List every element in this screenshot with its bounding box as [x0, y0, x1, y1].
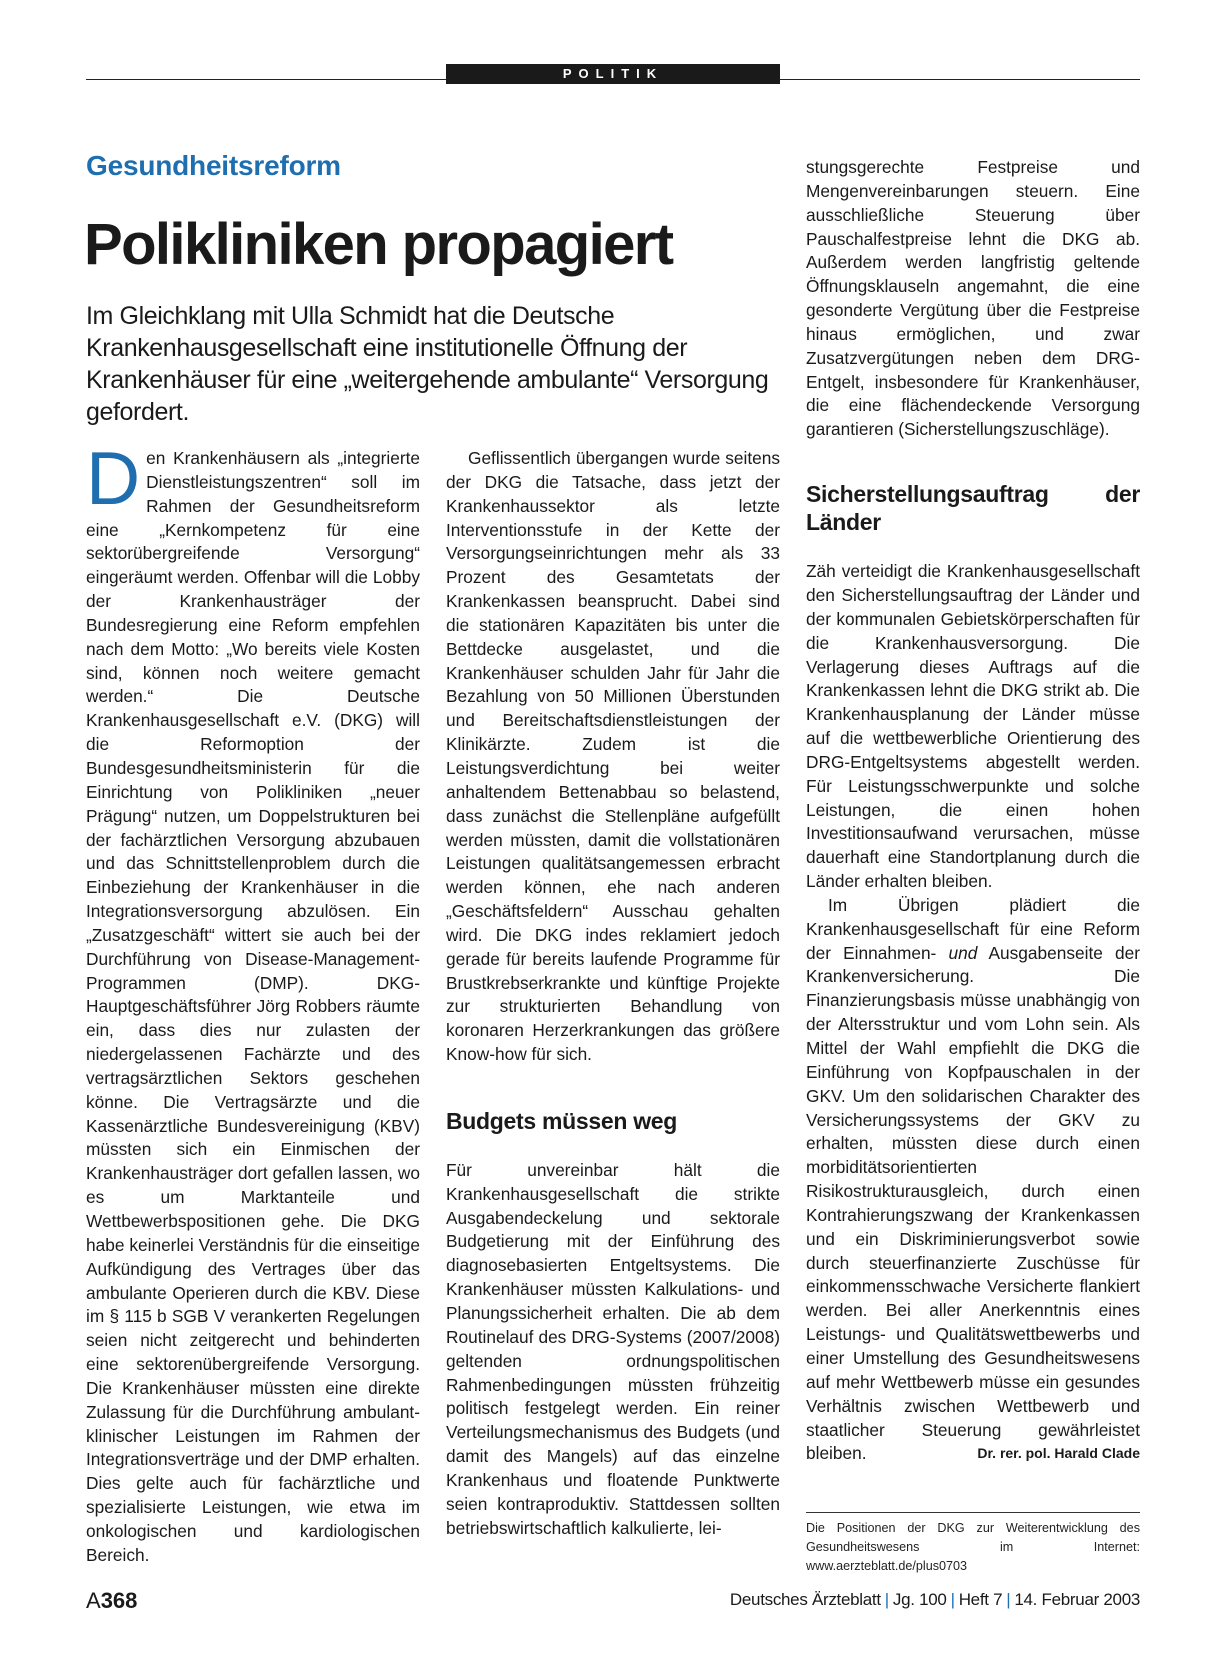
- author-byline: Dr. rer. pol. Harald Clade: [977, 1445, 1140, 1462]
- separator: |: [1006, 1590, 1011, 1609]
- subheading-budgets: Budgets müssen weg: [446, 1107, 678, 1134]
- drop-cap: D: [86, 436, 141, 520]
- footnote-rule: [806, 1512, 1140, 1513]
- column-1: [86, 436, 420, 1568]
- volume: Jg. 100: [892, 1590, 947, 1609]
- headline: Polikliniken propagiert: [84, 212, 673, 277]
- body-paragraph: Geflissentlich übergangen wurde seitens der DKG die Tatsache, dass jetzt der Krankenhaussektor als letzte Interventionsstufe in der Kette der Versorgungseinrichtungen mehr als 33 Prozent des Gesamtetats der Krankenkassen beansprucht. Dabei sind die stationären Kapazitäten bis unter die Bettdecke ausgelastet, und die Krankenhäuser schulden Jahr für Jahr die Bezahlung von 50 Millionen Überstunden und Bereitschaftsdienstleistungen der Klinikärzte. Zudem ist die Leistungsverdichtung bei weiter anhaltendem Bettenabbau so belastend, dass zunächst die Stellenpläne aufgefüllt werden müssten, damit die vollstationären Leistungen qualitätsangemessen erbracht werden können, ehe nach anderen „Geschäftsfeldern“ Ausschau gehalten wird. Die DKG indes reklamiert jedoch gerade für bereits laufende Programme für Brustkrebserkrankte und künftige Projekte zur strukturierten Behandlung von koronaren Herzerkrankungen das größere Know-how für sich.: [446, 448, 780, 1065]
- footnote: Die Positionen der DKG zur Weiterentwicklung des Gesundheitswesens im Internet: www.aerzteblatt.de/plus0703: [806, 1521, 1140, 1573]
- separator: |: [884, 1590, 889, 1609]
- column-3: [806, 156, 1140, 1466]
- subheading-sicherstellung: Sicherstellungsauftrag der Länder: [806, 481, 1140, 536]
- section-tag: POLITIK: [446, 64, 780, 84]
- journal-name: Deutsches Ärzteblatt: [729, 1590, 881, 1609]
- page-prefix: A: [86, 1588, 101, 1613]
- separator: |: [950, 1590, 955, 1609]
- journal-footer: [730, 1590, 1140, 1610]
- issue: Heft 7: [958, 1590, 1003, 1609]
- issue-date: 14. Februar 2003: [1014, 1590, 1140, 1609]
- body-paragraph: Zäh verteidigt die Krankenhausgesellschaft den Sicherstellungsauftrag der Länder und der kommunalen Gebietskörperschaften für die Krankenhausversorgung. Die Verlagerung dieses Auftrags auf die Krankenkassen lehnt die DKG strikt ab. Die Krankenhausplanung der Länder müsse auf die wettbewerbliche Orientierung des DRG-Entgeltsystems abgestellt werden. Für Leistungsschwerpunkte und solche Leistungen, die einen hohen Investitionsaufwand verursachen, müsse dauerhaft eine Standortplanung durch die Länder erhalten bleiben.: [806, 561, 1140, 892]
- body-paragraph: Für unvereinbar hält die Krankenhausgesellschaft die strikte Ausgabendeckelung und sektorale Budgetierung mit der Einführung des diagnosebasierten Entgeltsystems. Die Krankenhäuser müssten Kalkulations- und Planungssicherheit erhalten. Die ab dem Routinelauf des DRG-Systems (2007/2008) geltenden ordnungspolitischen Rahmenbedingungen müssten frühzeitig politisch festgelegt werden. Ein reiner Verteilungsmechanismus des Budgets (und damit des Mangels) auf das einzelne Krankenhaus und floatende Punktwerte seien kontraproduktiv. Stattdessen sollten betriebswirtschaftlich kalkulierte, lei-: [446, 1159, 780, 1538]
- body-paragraph: stungsgerechte Festpreise und Mengenvereinbarungen steuern. Eine ausschließliche Steuerung über Pauschalfestpreise lehnt die DKG ab. Außerdem werden langfristig geltende Öffnungsklauseln angemahnt, die eine gesonderte Vergütung über die Festpreise hinaus ermöglichen, und zwar Zusatzvergütungen neben dem DRG-Entgelt, insbesondere für Krankenhäuser, die eine flächendeckende Versorgung garantieren (Sicherstellungszuschläge).: [806, 157, 1140, 440]
- lead-paragraph: Im Gleichklang mit Ulla Schmidt hat die Deutsche Krankenhausgesellschaft eine institutionelle Öffnung der Krankenhäuser für eine „weitergehende ambulante“ Versorgung gefordert.: [86, 302, 769, 426]
- paragraph-text: Ausgabenseite der Krankenversicherung. Die Finanzierungsbasis müsse unabhängig von der Altersstruktur und vom Lohn sein. Als Mittel der Wahl empfiehlt die DKG die Einführung von Kopfpauschalen in der GKV. Um den solidarischen Charakter des Versicherungssystems der GKV zu erhalten, müssten diese durch einen morbiditätsorientierten Risikostrukturausgleich, durch einen Kontrahierungszwang der Krankenkassen und ein Diskriminierungsverbot sowie durch steuerfinanzierte Zuschüsse für einkommensschwache Versicherte flankiert werden. Bei aller Anerkenntnis eines Leistungs- und Qualitätswettbewerbs und einer Umstellung des Gesundheitswesens auf mehr Wettbewerb müsse ein gesundes Verhältnis zwischen Wettbewerb und staatlicher Steuerung gewährleistet bleiben.: [806, 942, 1141, 1464]
- emphasis: und: [948, 942, 978, 963]
- page-number-value: 368: [100, 1588, 138, 1613]
- body-paragraph: [86, 436, 420, 1568]
- column-2: [446, 447, 780, 1540]
- paragraph-text: Im Übrigen plädiert die Krankenhausgesellschaft für eine Reform der Einnahmen-: [806, 894, 1140, 963]
- page-number: [86, 1588, 137, 1614]
- kicker: Gesundheitsreform: [86, 150, 341, 181]
- paragraph-text: en Krankenhäusern als „integrierte Dienstleistungszentren“ soll im Rahmen der Gesundheitsreform eine „Kernkompetenz für eine sektorübergreifende Versorgung“ eingeräumt werden. Offenbar will die Lobby der Krankenhausträger der Bundesregierung eine Reform empfehlen nach dem Motto: „Wo bereits viele Kosten sind, können noch weitere gemacht werden.“ Die Deutsche Krankenhausgesellschaft e.V. (DKG) will die Reformoption der Bundesgesundheitsministerin für die Einrichtung von Polikliniken „neuer Prägung“ nutzen, um Doppelstrukturen bei der fachärztlichen Versorgung abzubauen und das Schnittstellenproblem durch die Einbeziehung der Krankenhäuser in die Integrationsversorgung abzulösen. Ein „Zusatzgeschäft“ wittert sie auch bei der Durchführung von Disease-Management-Programmen (DMP). DKG-Hauptgeschäftsführer Jörg Robbers räumte ein, dass dies nur zulasten der niedergelassenen Fachärzte und des vertragsärztlichen Sektors geschehen könne. Die Vertragsärzte und die Kassenärztliche Bundesvereinigung (KBV) müssten sich ein Einmischen der Krankenhausträger dort gefallen lassen, wo es um Marktanteile und Wettbewerbspositionen gehe. Die DKG habe keinerlei Verständnis für die einseitige Aufkündigung des Vertrages über das ambulante Operieren durch die KBV. Diese im § 115 b SGB V verankerten Regelungen seien nicht zeitgerecht und behinderten eine sektorenübergreifende Versorgung. Die Krankenhäuser müssten eine direkte Zulassung für die Durchführung ambulant-klinischer Leistungen im Rahmen der Integrationsverträge und der DMP erhalten. Dies gelte auch für fachärztliche und spezialisierte Leistungen, wie etwa im onkologischen und kardiologischen Bereich.: [86, 448, 420, 1565]
- body-paragraph: [806, 894, 1140, 1466]
